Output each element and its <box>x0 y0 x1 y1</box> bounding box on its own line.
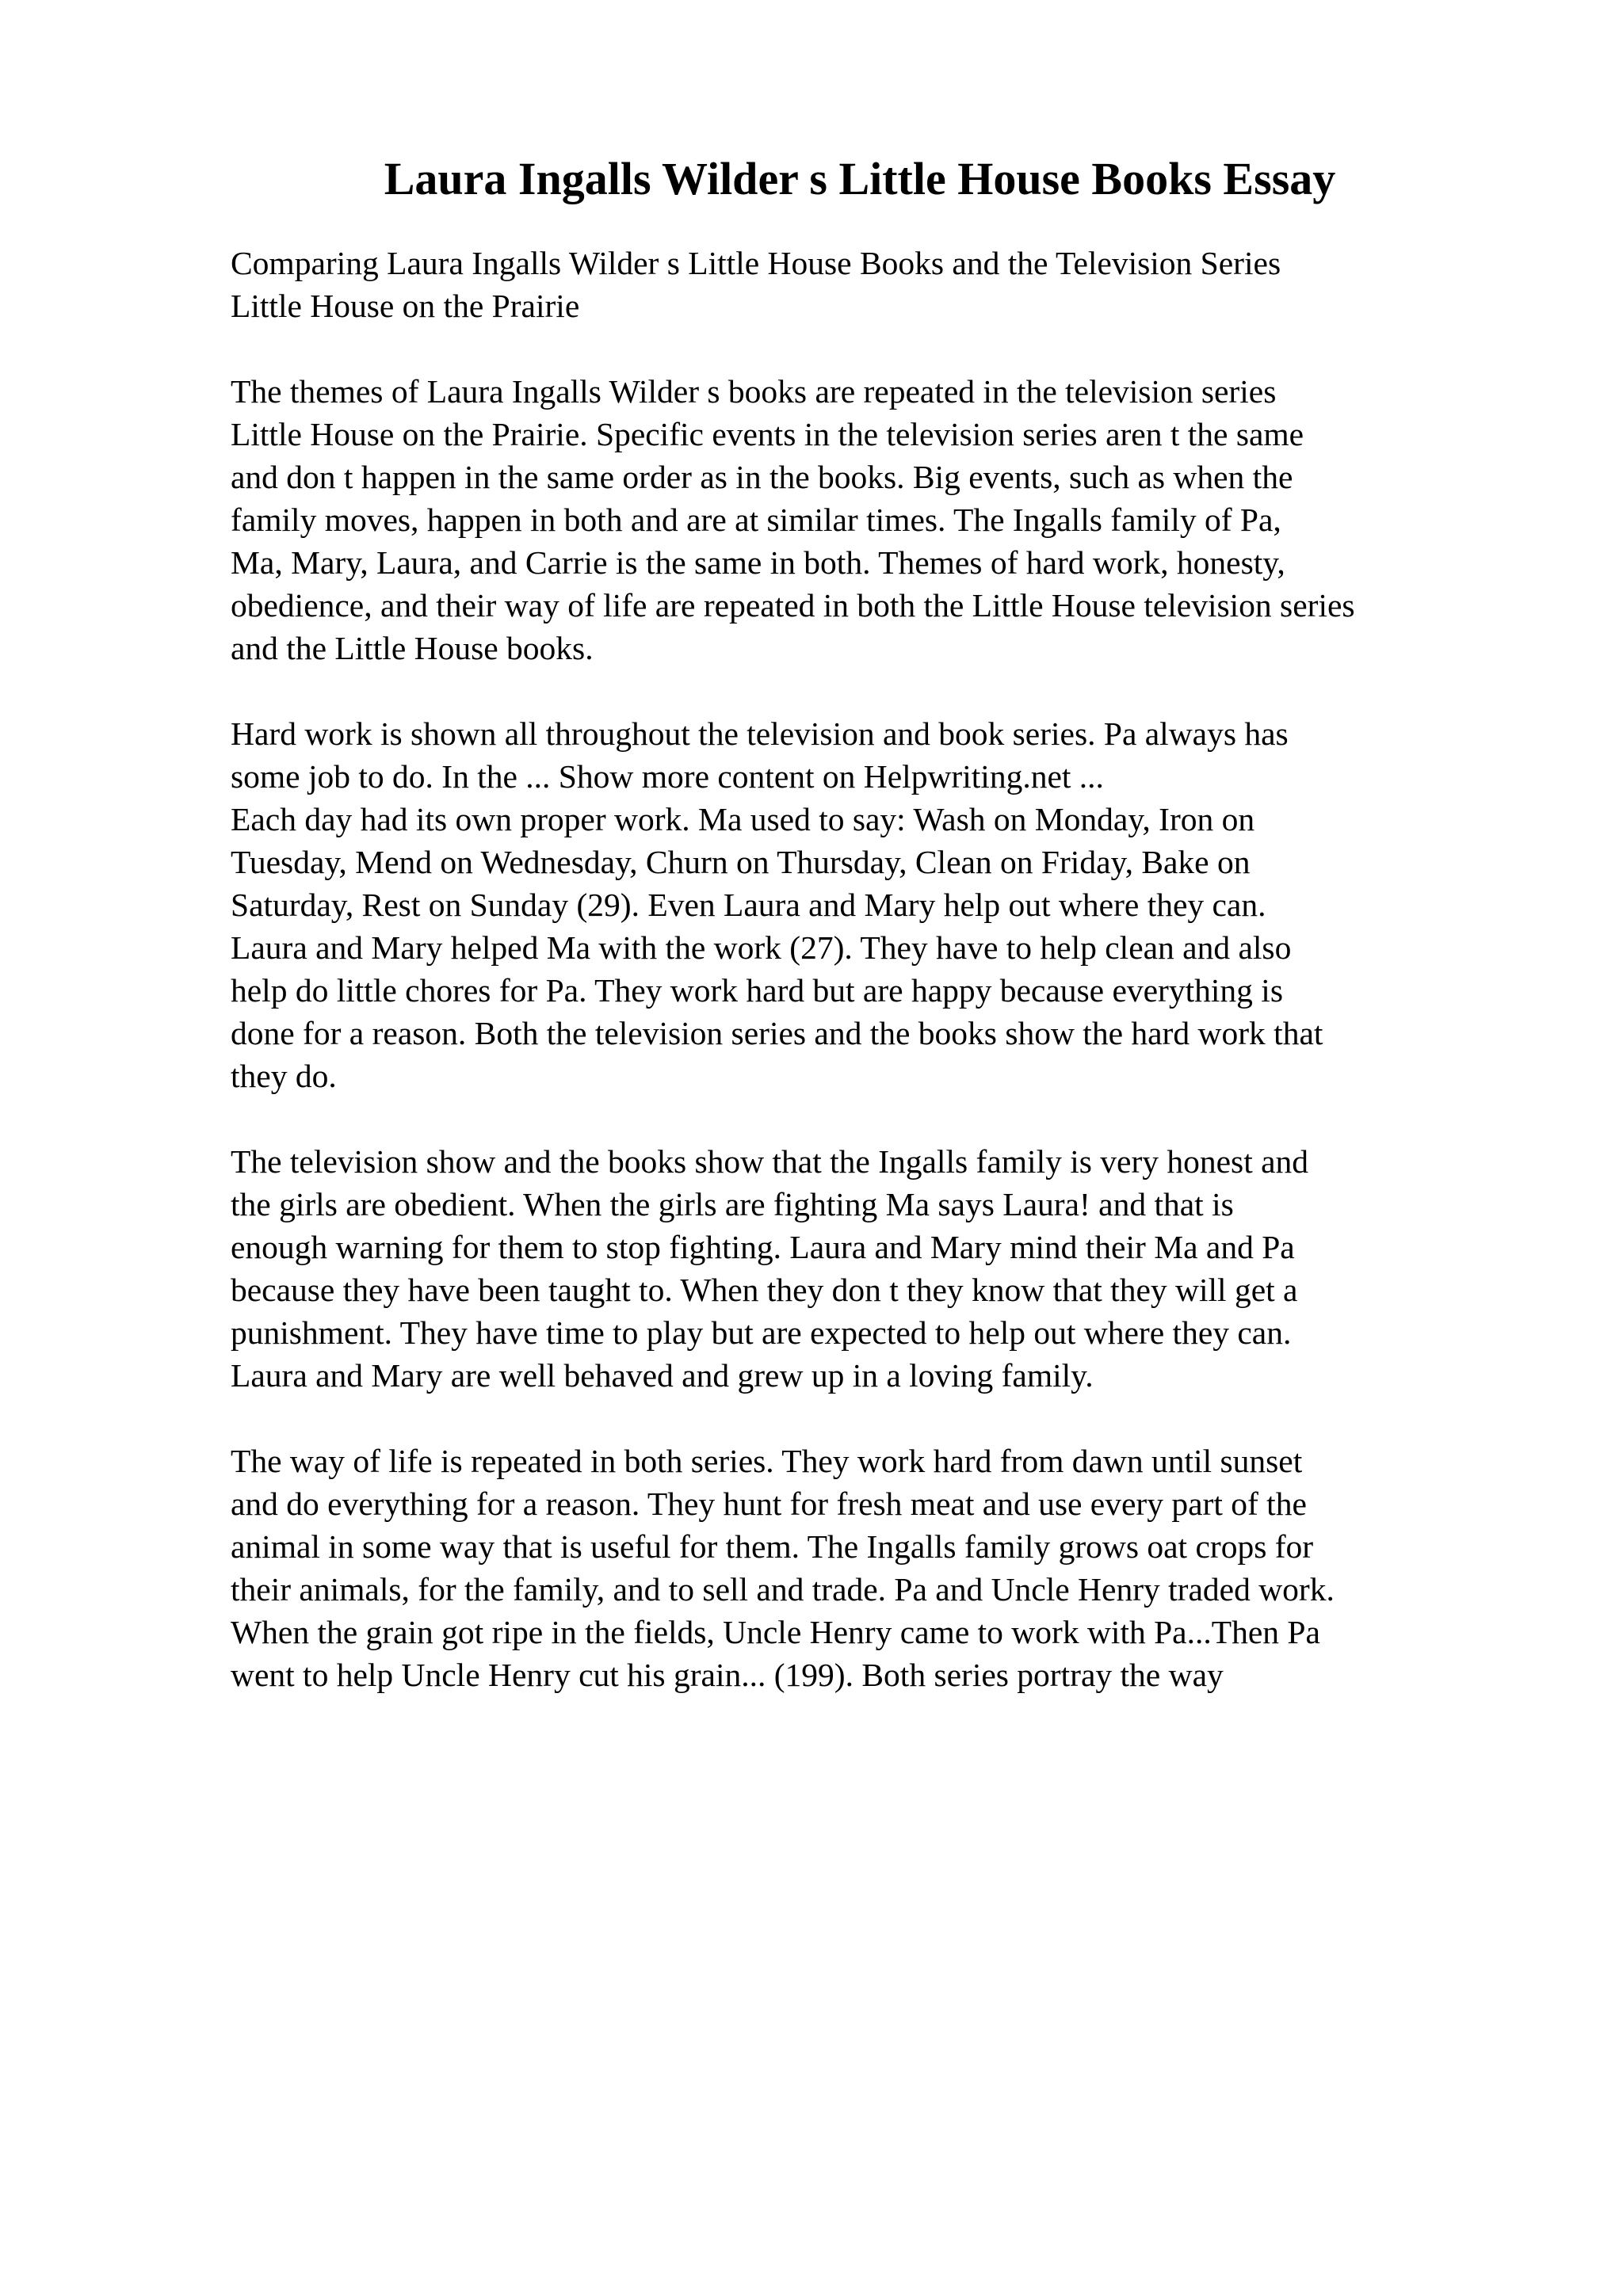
text-line: punishment. They have time to play but are expected to help out where they can. <box>231 1314 1292 1351</box>
text-line: Little House on the Prairie. Specific events in the television series aren t the same <box>231 416 1304 452</box>
text-line: Laura and Mary are well behaved and grew up in a loving family. <box>231 1357 1094 1394</box>
text-line: enough warning for them to stop fighting. Laura and Mary mind their Ma and Pa <box>231 1229 1295 1265</box>
paragraph-spacer <box>231 327 1514 370</box>
text-line: went to help Uncle Henry cut his grain... (199). Both series portray the way <box>231 1657 1224 1693</box>
text-line: The themes of Laura Ingalls Wilder s books are repeated in the television series <box>231 373 1277 410</box>
text-line: Little House on the Prairie <box>231 288 580 324</box>
text-line: family moves, happen in both and are at similar times. The Ingalls family of Pa, <box>231 502 1281 538</box>
text-line: they do. <box>231 1058 337 1094</box>
document-body <box>231 242 1514 1696</box>
text-line: When the grain got ripe in the fields, Uncle Henry came to work with Pa...Then Pa <box>231 1614 1320 1650</box>
text-line: Comparing Laura Ingalls Wilder s Little House Books and the Television Series <box>231 245 1281 281</box>
text-line: because they have been taught to. When they don t they know that they will get a <box>231 1272 1298 1308</box>
text-line: Laura and Mary helped Ma with the work (27). They have to help clean and also <box>231 929 1292 966</box>
text-line: Each day had its own proper work. Ma used to say: Wash on Monday, Iron on <box>231 801 1255 837</box>
text-line: obedience, and their way of life are repeated in both the Little House television series <box>231 587 1355 624</box>
paragraph-1 <box>231 242 1514 327</box>
text-line: Tuesday, Mend on Wednesday, Churn on Thursday, Clean on Friday, Bake on <box>231 844 1251 880</box>
text-line: and the Little House books. <box>231 630 594 666</box>
paragraph-5 <box>231 1440 1514 1696</box>
text-line: the girls are obedient. When the girls are fighting Ma says Laura! and that is <box>231 1186 1234 1222</box>
paragraph-2 <box>231 370 1514 669</box>
text-line: help do little chores for Pa. They work hard but are happy because everything is <box>231 972 1283 1009</box>
text-line: some job to do. In the ... Show more content on Helpwriting.net ... <box>231 758 1104 795</box>
paragraph-4 <box>231 1140 1514 1397</box>
text-line: their animals, for the family, and to sell and trade. Pa and Uncle Henry traded work. <box>231 1571 1335 1608</box>
document-title: Laura Ingalls Wilder s Little House Books Essay <box>384 153 1336 204</box>
text-line: The television show and the books show that the Ingalls family is very honest and <box>231 1143 1309 1180</box>
text-line: done for a reason. Both the television series and the books show the hard work that <box>231 1015 1323 1051</box>
paragraph-spacer <box>231 669 1514 712</box>
text-line: animal in some way that is useful for them. The Ingalls family grows oat crops for <box>231 1528 1314 1565</box>
text-line: and don t happen in the same order as in the books. Big events, such as when the <box>231 459 1293 495</box>
text-line: Saturday, Rest on Sunday (29). Even Laura and Mary help out where they can. <box>231 887 1266 923</box>
paragraph-spacer <box>231 1397 1514 1440</box>
paragraph-3 <box>231 712 1514 1097</box>
text-line: Ma, Mary, Laura, and Carrie is the same in both. Themes of hard work, honesty, <box>231 544 1285 581</box>
paragraph-spacer <box>231 1097 1514 1140</box>
text-line: The way of life is repeated in both series. They work hard from dawn until sunset <box>231 1443 1303 1479</box>
text-line: and do everything for a reason. They hunt for fresh meat and use every part of the <box>231 1486 1307 1522</box>
text-line: Hard work is shown all throughout the television and book series. Pa always has <box>231 715 1289 752</box>
